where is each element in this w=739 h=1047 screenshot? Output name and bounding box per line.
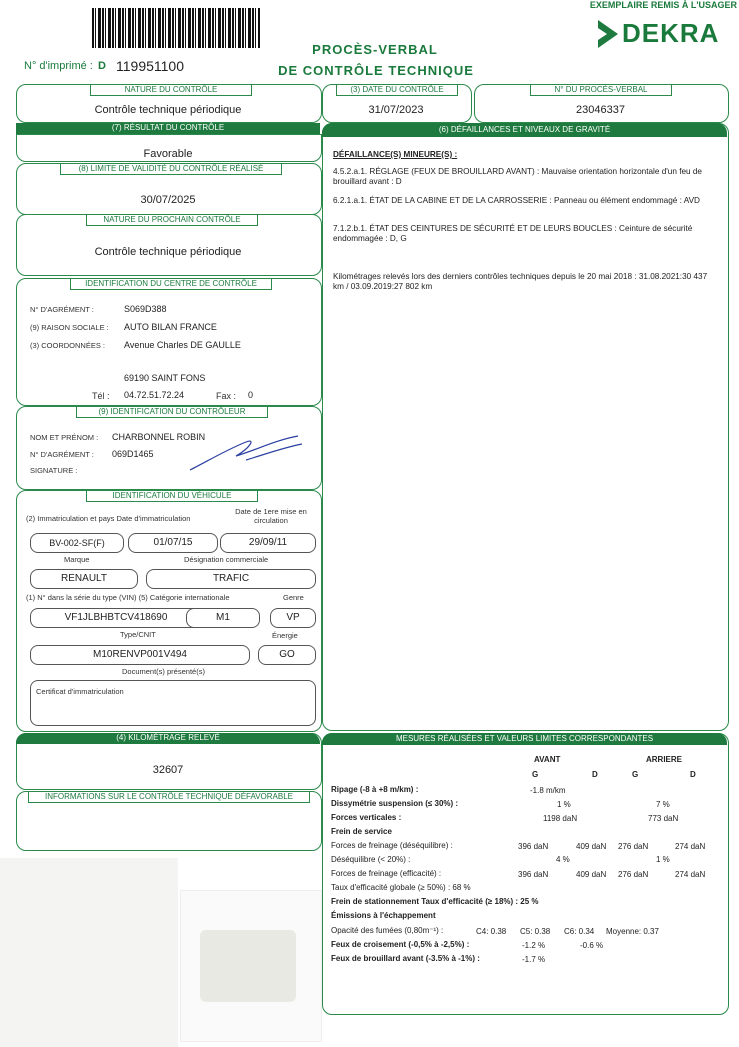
croisement-d: -0.6 % — [580, 941, 604, 950]
centre-tel-label: Tél : — [92, 391, 110, 401]
centre-header: IDENTIFICATION DU CENTRE DE CONTRÔLE — [70, 278, 272, 290]
vehicule-header: IDENTIFICATION DU VÉHICULE — [86, 490, 258, 502]
title-line2: DE CONTRÔLE TECHNIQUE — [278, 63, 474, 78]
pv-value: 23046337 — [576, 104, 625, 116]
croisement-label: Feux de croisement (-0,5% à -2,5%) : — [331, 940, 470, 949]
prochain-header: NATURE DU PROCHAIN CONTRÔLE — [86, 214, 258, 226]
defaillances-box — [322, 123, 729, 731]
fd-arg: 276 daN — [618, 842, 649, 851]
emissions: Émissions à l'échappement — [331, 911, 436, 920]
resultat-header: (7) RÉSULTAT DU CONTRÔLE — [16, 123, 320, 134]
defavorable-header: INFORMATIONS SUR LE CONTRÔLE TECHNIQUE DÉFAVORABLE — [28, 791, 310, 803]
verticales-label: Forces verticales : — [331, 813, 402, 822]
arriere-heading: ARRIERE — [646, 755, 683, 764]
controleur-agrement-label: N° D'AGRÉMENT : — [30, 450, 94, 459]
dekra-logo-text: DEKRA — [622, 18, 720, 48]
centre-tel-value: 04.72.51.72.24 — [124, 390, 185, 400]
mesures-header: MESURES RÉALISÉES ET VALEURS LIMITES CORRESPONDANTES — [322, 733, 727, 745]
date-immat-field: 01/07/15 — [128, 533, 218, 553]
dissym-av: 1 % — [557, 800, 571, 809]
vin-field: VF1JLBHBTCV418690 — [30, 608, 202, 628]
ripage-label: Ripage (-8 à +8 m/km) : — [331, 785, 419, 794]
arriere-d: D — [690, 770, 696, 779]
opacite-c4: C4: 0.38 — [476, 927, 507, 936]
opacite-label: Opacité des fumées (0,80m⁻¹) : — [331, 926, 444, 935]
fd-avg: 396 daN — [518, 842, 549, 851]
opacite-c6: C6: 0.34 — [564, 927, 595, 936]
imprime-prefix: D — [98, 60, 106, 72]
opacite-moyenne: Moyenne: 0.37 — [606, 927, 659, 936]
energie-label: Énergie — [272, 631, 298, 640]
centre-coord-label: (3) COORDONNÉES : — [30, 341, 106, 350]
defaillances-header: (6) DÉFAILLANCES ET NIVEAUX DE GRAVITÉ — [322, 123, 727, 137]
verticales-av: 1198 daN — [543, 814, 578, 823]
designation-label: Désignation commerciale — [184, 555, 269, 564]
avant-g: G — [532, 770, 539, 779]
ripage-value: -1.8 m/km — [530, 786, 566, 795]
categorie-field: M1 — [186, 608, 260, 628]
barcode — [92, 8, 260, 48]
genre-label: Genre — [283, 593, 304, 602]
marque-field: RENAULT — [30, 569, 138, 589]
hologram-sticker — [200, 930, 296, 1002]
copy-note: EXEMPLAIRE REMIS À L'USAGER — [589, 0, 737, 10]
limite-header: (8) LIMITE DE VALIDITÉ DU CONTRÔLE RÉALISÉ — [60, 163, 282, 175]
vin-label: (1) N° dans la série du type (VIN) (5) Catégorie internationale — [26, 593, 230, 602]
opacite-c5: C5: 0.38 — [520, 927, 551, 936]
documents-label: Document(s) présenté(s) — [122, 667, 205, 676]
fd-label: Forces de freinage (déséquilibre) : — [331, 841, 453, 850]
km-history-note: Kilométrages relevés lors des derniers contrôles techniques depuis le 20 mai 2018 : 31.08.2021:30 437 km / 03.09.2019:27 802 km — [333, 272, 708, 291]
immat-field: BV-002-SF(F) — [30, 533, 124, 553]
pv-header: N° DU PROCÈS-VERBAL — [530, 84, 672, 96]
dissym-label: Dissymétrie suspension (≤ 30%) : — [331, 799, 459, 808]
verticales-ar: 773 daN — [648, 814, 679, 823]
brouillard-g: -1.7 % — [522, 955, 546, 964]
imprime-number: 119951100 — [116, 58, 184, 74]
fe-ard: 274 daN — [675, 870, 706, 879]
defaillance-item-2: 6.2.1.a.1. ÉTAT DE LA CABINE ET DE LA CARROSSERIE : Panneau ou élément endommagé : AVD — [333, 196, 700, 205]
signature-image — [186, 430, 306, 475]
arriere-g: G — [632, 770, 639, 779]
km-header: (4) KILOMÉTRAGE RELEVÉ — [16, 733, 320, 744]
document-value: Certificat d'immatriculation — [36, 687, 124, 696]
fe-arg: 276 daN — [618, 870, 649, 879]
paper-fold — [0, 858, 178, 1047]
resultat-value: Favorable — [143, 148, 193, 160]
frein-service: Frein de service — [331, 827, 392, 836]
avant-d: D — [592, 770, 598, 779]
designation-field: TRAFIC — [146, 569, 316, 589]
controleur-nom-label: NOM ET PRÉNOM : — [30, 433, 99, 442]
date-value: 31/07/2023 — [368, 104, 424, 116]
energie-field: GO — [258, 645, 316, 665]
deseq-label: Déséquilibre (< 20%) : — [331, 855, 411, 864]
controleur-signature-label: SIGNATURE : — [30, 466, 78, 475]
type-label: Type/CNIT — [120, 630, 156, 639]
deseq-av: 4 % — [556, 855, 570, 864]
taux-global: Taux d'efficacité globale (≥ 50%) : 68 % — [331, 883, 471, 892]
immat-label: (2) Immatriculation et pays Date d'immatriculation — [26, 514, 191, 523]
fe-label: Forces de freinage (efficacité) : — [331, 869, 442, 878]
fd-ard: 274 daN — [675, 842, 706, 851]
date-circ-field: 29/09/11 — [220, 533, 316, 553]
title-line1: PROCÈS-VERBAL — [312, 42, 438, 57]
marque-label: Marque — [64, 555, 90, 564]
date-header: (3) DATE DU CONTRÔLE — [336, 84, 458, 96]
croisement-g: -1.2 % — [522, 941, 546, 950]
deseq-ar: 1 % — [656, 855, 670, 864]
centre-agrement-value: S069D388 — [124, 304, 167, 314]
centre-coord-value: Avenue Charles DE GAULLE — [124, 340, 241, 350]
fd-avd: 409 daN — [576, 842, 607, 851]
centre-raison-value: AUTO BILAN FRANCE — [124, 322, 217, 332]
defaillances-title: DÉFAILLANCE(S) MINEURE(S) : — [333, 150, 458, 159]
genre-field: VP — [270, 608, 316, 628]
centre-agrement-label: N° D'AGRÉMENT : — [30, 305, 94, 314]
centre-fax-value: 0 — [248, 390, 254, 400]
controleur-nom-value: CHARBONNEL ROBIN — [112, 432, 206, 442]
dissym-ar: 7 % — [656, 800, 670, 809]
centre-fax-label: Fax : — [216, 391, 237, 401]
controleur-agrement-value: 069D1465 — [112, 449, 154, 459]
type-field: M10RENVP001V494 — [30, 645, 250, 665]
controleur-header: (9) IDENTIFICATION DU CONTRÔLEUR — [76, 406, 268, 418]
fe-avg: 396 daN — [518, 870, 549, 879]
centre-raison-label: (9) RAISON SOCIALE : — [30, 323, 109, 332]
limite-value: 30/07/2025 — [140, 194, 196, 206]
imprime-label: N° d'imprimé : — [24, 60, 93, 72]
stationnement: Frein de stationnement Taux d'efficacité (≥ 18%) : 25 % — [331, 897, 539, 906]
prochain-value: Contrôle technique périodique — [94, 246, 242, 258]
avant-heading: AVANT — [534, 755, 561, 764]
dekra-logo-icon — [598, 20, 618, 48]
defaillance-item-1: 4.5.2.a.1. RÉGLAGE (FEUX DE BROUILLARD AVANT) : Mauvaise orientation horizontale d'un feu de brouillard avant : D — [333, 167, 702, 186]
centre-ville: 69190 SAINT FONS — [124, 373, 206, 383]
km-value: 32607 — [152, 764, 184, 776]
nature-value: Contrôle technique périodique — [94, 104, 242, 116]
brouillard-label: Feux de brouillard avant (-3.5% à -1%) : — [331, 954, 480, 963]
nature-header: NATURE DU CONTRÔLE — [90, 84, 252, 96]
fe-avd: 409 daN — [576, 870, 607, 879]
date1-label: Date de 1ere mise en circulation — [235, 507, 307, 525]
defaillance-item-3: 7.1.2.b.1. ÉTAT DES CEINTURES DE SÉCURITÉ ET DE LEURS BOUCLES : Ceinture de sécurité endommagée : D, G — [333, 224, 693, 243]
